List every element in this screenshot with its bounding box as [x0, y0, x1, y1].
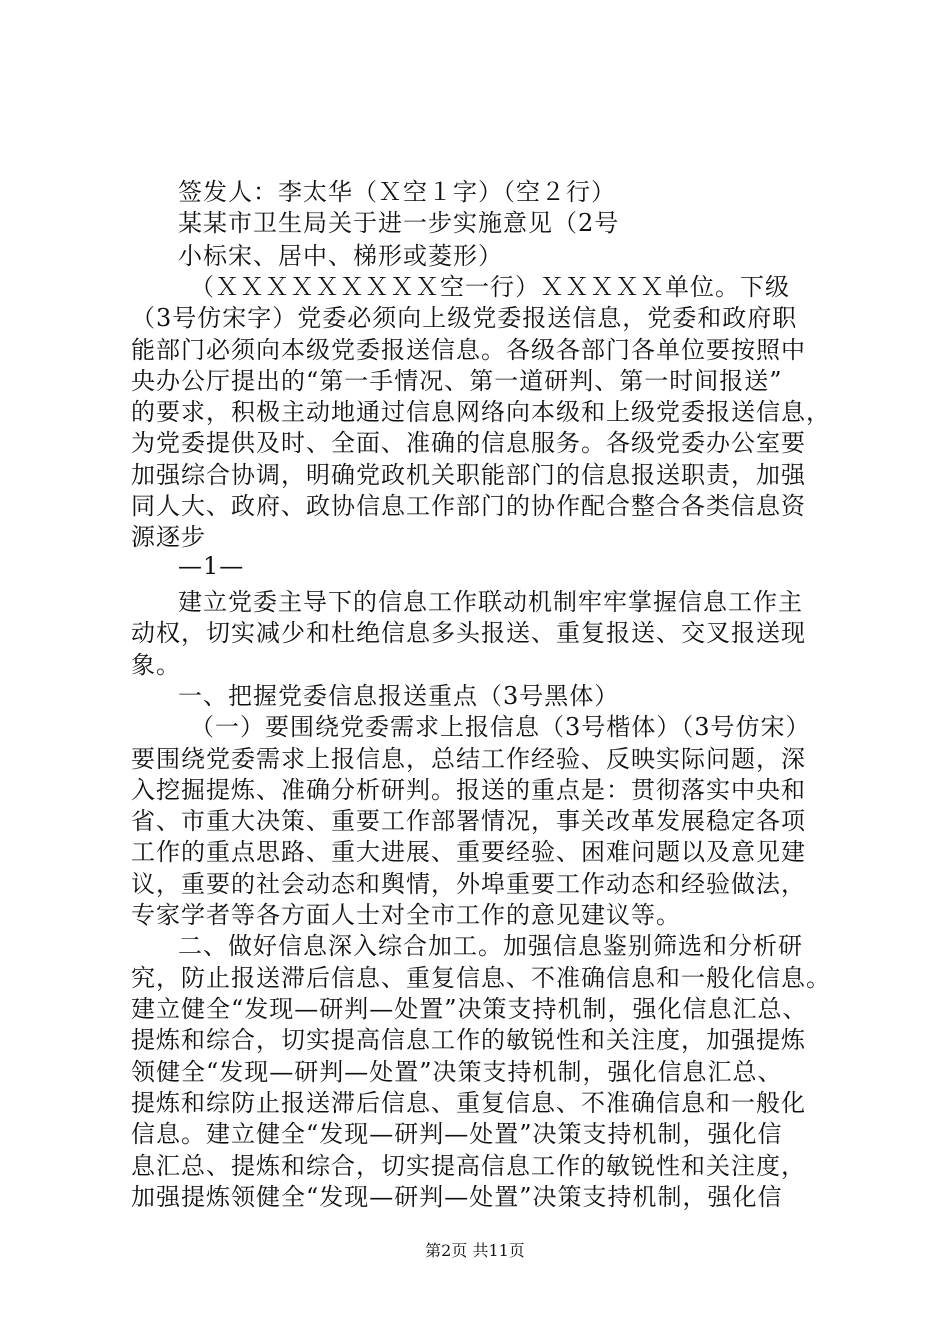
paragraph-4-line: 信息。建立健全“发现—研判—处置”决策支持机制，强化信 — [131, 1120, 783, 1148]
title-line-1: 某某市卫生局关于进一步实施意见（2号 — [178, 209, 620, 237]
paragraph-4-line: 二、做好信息深入综合加工。加强信息鉴别筛选和分析研 — [178, 932, 803, 960]
paragraph-4-line: 息汇总、提炼和综合，切实提高信息工作的敏锐性和关注度， — [131, 1152, 806, 1180]
signer-line: 签发人：李太华（Ｘ空１字）（空２行） — [178, 178, 616, 206]
paragraph-4-line: 领健全“发现—研判—处置”决策支持机制，强化信息汇总、 — [131, 1058, 783, 1086]
page-number: 第2页 共11页 — [425, 1241, 525, 1260]
paragraph-1-line: （3号仿宋字）党委必须向上级党委报送信息，党委和政府职 — [131, 304, 798, 332]
paragraph-3-line: 议，重要的社会动态和舆情，外埠重要工作动态和经验做法， — [131, 870, 806, 898]
paragraph-1-line: 同人大、政府、政协信息工作部门的协作配合整合各类信息资 — [131, 492, 806, 520]
inner-page-mark: —1— — [178, 552, 245, 580]
section-heading-1: 一、把握党委信息报送重点（3号黑体） — [178, 682, 620, 710]
paragraph-1-line: 加强综合协调，明确党政机关职能部门的信息报送职责，加强 — [131, 461, 806, 489]
paragraph-1-line: 为党委提供及时、全面、准确的信息服务。各级党委办公室要 — [131, 429, 806, 457]
paragraph-2-line: 象。 — [131, 651, 181, 679]
paragraph-3-line: （一）要围绕党委需求上报信息（3号楷体）（3号仿宋） — [190, 713, 811, 741]
paragraph-3-line: 工作的重点思路、重大进展、重要经验、困难问题以及意见建 — [131, 838, 806, 866]
paragraph-3-line: 专家学者等各方面人士对全市工作的意见建议等。 — [131, 901, 681, 929]
paragraph-3-line: 省、市重大决策、重要工作部署情况，事关改革发展稳定各项 — [131, 807, 806, 835]
paragraph-4-line: 提炼和综防止报送滞后信息、重复信息、不准确信息和一般化 — [131, 1089, 806, 1117]
paragraph-4-line: 究，防止报送滞后信息、重复信息、不准确信息和一般化信息。 — [131, 964, 831, 992]
paragraph-1-line: （ＸＸＸＸＸＸＸＸＸ空一行）ＸＸＸＸＸ单位。下级 — [190, 273, 790, 301]
paragraph-2-line: 动权，切实减少和杜绝信息多头报送、重复报送、交叉报送现 — [131, 619, 806, 647]
paragraph-4-line: 加强提炼领健全“发现—研判—处置”决策支持机制，强化信 — [131, 1183, 783, 1211]
paragraph-1-line: 能部门必须向本级党委报送信息。各级各部门各单位要按照中 — [131, 336, 806, 364]
paragraph-3-line: 要围绕党委需求上报信息，总结工作经验、反映实际问题，深 — [131, 745, 806, 773]
paragraph-1-line: 的要求，积极主动地通过信息网络向本级和上级党委报送信息， — [131, 398, 831, 426]
title-line-2: 小标宋、居中、梯形或菱形） — [178, 242, 503, 270]
paragraph-3-line: 入挖掘提炼、准确分析研判。报送的重点是：贯彻落实中央和 — [131, 776, 806, 804]
paragraph-1-line: 央办公厅提出的“第一手情况、第一道研判、第一时间报送” — [131, 367, 783, 395]
paragraph-1-line: 源逐步 — [131, 523, 206, 551]
paragraph-4-line: 建立健全“发现—研判—处置”决策支持机制，强化信息汇总、 — [131, 995, 808, 1023]
paragraph-2-line: 建立党委主导下的信息工作联动机制牢牢掌握信息工作主 — [178, 588, 803, 616]
paragraph-4-line: 提炼和综合，切实提高信息工作的敏锐性和关注度，加强提炼 — [131, 1026, 806, 1054]
